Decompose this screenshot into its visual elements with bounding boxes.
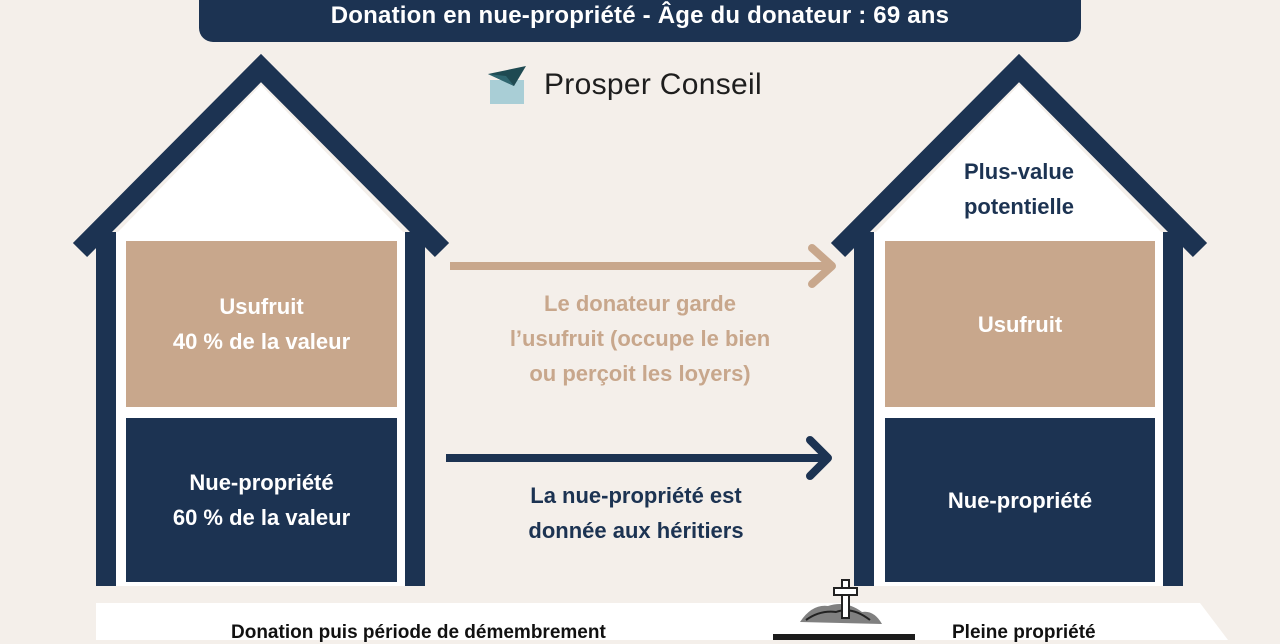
left-nue-propriete-value: 60 % de la valeur [172,505,351,530]
right-wall-right [1163,232,1183,586]
right-usufruit-label [885,241,1155,407]
left-wall-left [96,232,116,586]
brand-name: Prosper Conseil [544,68,762,101]
left-nue-propriete-title: Nue-propriété [189,470,334,495]
left-nue-propriete-label [126,418,397,582]
left-usufruit-title: Usufruit [219,294,304,319]
right-nue-propriete-title: Nue-propriété [947,487,1093,513]
nue-propriete-explanation-line2: donnée aux héritiers [528,518,744,543]
usufruit-explanation [450,286,830,391]
right-usufruit-title: Usufruit [977,311,1063,337]
usufruit-arrow [450,248,832,284]
timeline-right-label: Pleine propriété [952,622,1096,643]
page-title: Donation en nue-propriété - Âge du donateur : 69 ans [330,2,950,29]
usufruit-explanation-line3: ou perçoit les loyers) [529,361,751,386]
nue-propriete-arrow [446,440,828,476]
timeline-left-label: Donation puis période de démembrement [231,622,606,643]
left-wall-right [405,232,425,586]
usufruit-explanation-line1: Le donateur garde [544,291,736,316]
right-nue-propriete-label [885,418,1155,582]
plus-value-line1: Plus-value [963,159,1075,184]
plus-value-label [900,154,1138,224]
left-usufruit-label [126,241,397,407]
usufruit-explanation-line2: l’usufruit (occupe le bien [509,326,771,351]
nue-propriete-explanation [446,478,826,548]
plus-value-line2: potentielle [963,194,1074,219]
nue-propriete-explanation-line1: La nue-propriété est [530,483,742,508]
left-usufruit-value: 40 % de la valeur [172,329,351,354]
right-wall-left [854,232,874,586]
